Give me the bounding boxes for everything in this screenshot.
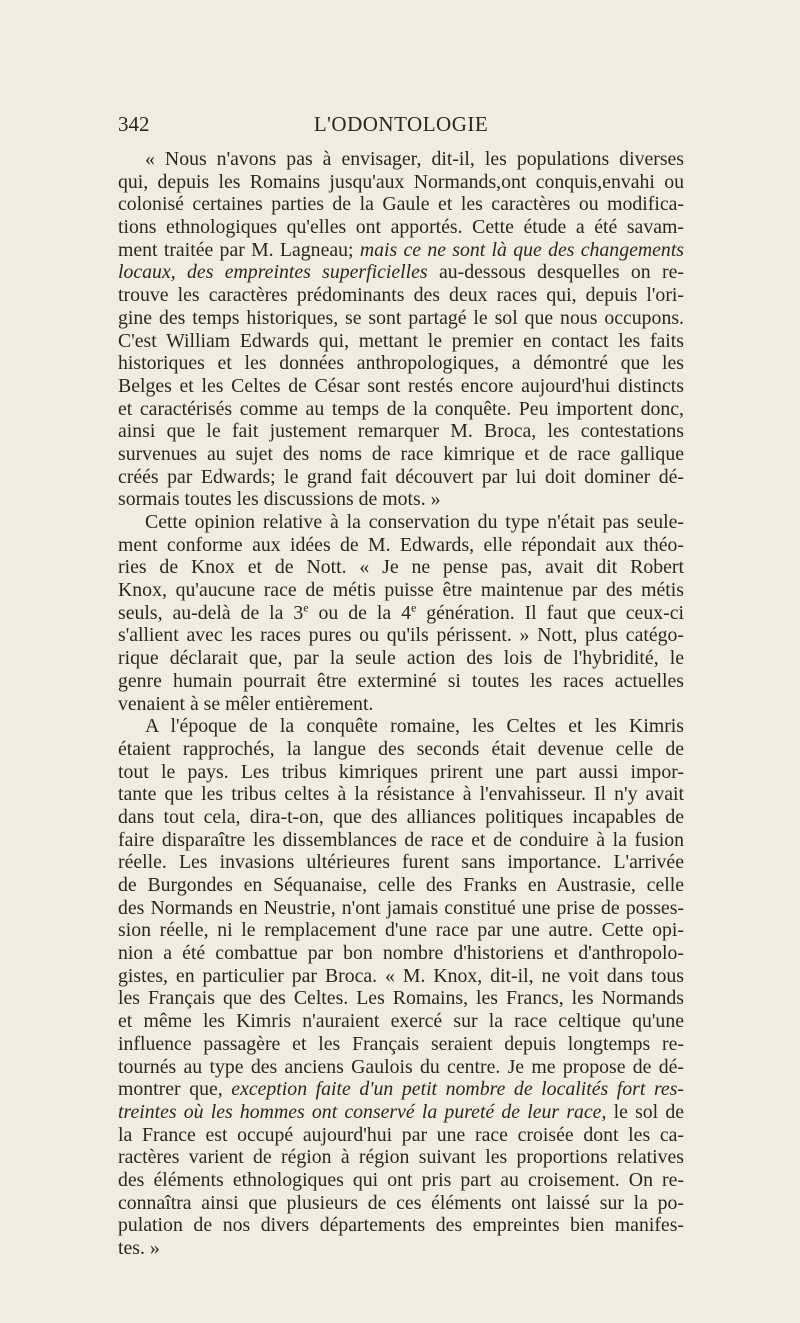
text-run: génération. Il faut que ceux-ci	[416, 601, 684, 624]
text-run: des éléments ethnologiques qui ont pris part au croisement. On re-	[118, 1168, 684, 1191]
text-run: ou de la 4	[308, 601, 411, 624]
text-line	[118, 919, 684, 942]
text-line	[118, 148, 684, 171]
text-run: et caractérisés comme au temps de la conquête. Peu importent donc,	[118, 397, 684, 420]
text-line	[118, 511, 684, 534]
text-line	[118, 1078, 684, 1101]
text-line	[118, 761, 684, 784]
text-line	[118, 1124, 684, 1147]
text-line	[118, 443, 684, 466]
text-line	[118, 556, 684, 579]
text-line	[118, 783, 684, 806]
text-run: Belges et les Celtes de César sont restés encore aujourd'hui distincts	[118, 374, 684, 397]
text-line	[118, 874, 684, 897]
text-run: et même les Kimris n'auraient exercé sur la race celtique qu'une	[118, 1010, 684, 1033]
text-line	[118, 1146, 684, 1169]
text-line	[118, 1010, 684, 1033]
text-line	[118, 488, 684, 511]
text-line	[118, 534, 684, 557]
text-line	[118, 307, 684, 330]
text-line	[118, 693, 684, 716]
text-run: gine des temps historiques, se sont partagé le sol que nous occupons.	[118, 306, 684, 329]
text-run: trouve les caractères prédominants des deux races qui, depuis l'ori-	[118, 284, 684, 307]
text-run: s'allient avec les races pures ou qu'ils périssent. » Nott, plus catégo-	[118, 624, 684, 647]
text-line	[118, 398, 684, 421]
text-run: C'est William Edwards qui, mettant le premier en contact les faits	[118, 329, 684, 352]
text-line	[118, 829, 684, 852]
text-run: au-dessous desquelles on re-	[427, 261, 684, 284]
text-line	[118, 261, 684, 284]
text-line	[118, 715, 684, 738]
text-line	[118, 851, 684, 874]
text-line	[118, 171, 684, 194]
text-line	[118, 193, 684, 216]
text-line	[118, 602, 684, 625]
text-run: tions ethnologiques qu'elles ont apportés. Cette étude a été savam-	[118, 216, 684, 239]
text-run: de Burgondes en Séquanaise, celle des Franks en Austrasie, celle	[118, 874, 684, 896]
text-line	[118, 420, 684, 443]
text-run: la France est occupé aujourd'hui par une race croisée dont les ca-	[118, 1123, 684, 1146]
text-line	[118, 352, 684, 375]
text-line	[118, 965, 684, 988]
text-run: survenues au sujet des noms de race kimrique et de race gallique	[118, 442, 684, 465]
text-run: ainsi que le fait justement remarquer M. Broca, les contestations	[118, 420, 684, 443]
text-run: A l'époque de la conquête romaine, les Celtes et les Kimris	[145, 715, 684, 738]
text-line	[118, 466, 684, 489]
text-run: influence passagère et les Français seraient depuis longtemps re-	[118, 1032, 684, 1055]
italic-text: treintes où les hommes ont conservé la pureté de leur race,	[118, 1100, 607, 1123]
text-line	[118, 942, 684, 965]
text-run: étaient rapprochés, la langue des seconds était devenue celle de	[118, 737, 684, 760]
page-header	[118, 112, 684, 140]
text-run: seuls, au-delà de la 3	[118, 601, 304, 624]
text-run: tes. »	[118, 1237, 160, 1259]
text-line	[118, 624, 684, 647]
text-line	[118, 1214, 684, 1237]
text-run: ractères varient de région à région suivant les proportions relatives	[118, 1146, 684, 1169]
text-line	[118, 1169, 684, 1192]
text-line	[118, 330, 684, 353]
text-line	[118, 1237, 684, 1260]
text-run: qui, depuis les Romains jusqu'aux Normands,ont conquis,envahi ou	[118, 170, 684, 193]
text-run: tout le pays. Les tribus kimriques prirent une part aussi impor-	[118, 760, 684, 783]
text-run: rique déclarait que, par la seule action des lois de l'hybridité, le	[118, 647, 684, 670]
text-run: venaient à se mêler entièrement.	[118, 692, 374, 715]
superscript: e	[303, 601, 309, 615]
text-line	[118, 738, 684, 761]
running-title: L'ODONTOLOGIE	[313, 112, 489, 136]
text-run: faire disparaître les dissemblances de race et de conduire à la fusion	[118, 828, 684, 851]
text-line	[118, 1056, 684, 1079]
text-run: le sol de	[606, 1100, 684, 1123]
text-run: des Normands en Neustrie, n'ont jamais constitué une prise de posses-	[118, 896, 684, 919]
text-run: colonisé certaines parties de la Gaule et les caractères ou modifica-	[118, 193, 684, 216]
text-run: tournés au type des anciens Gaulois du centre. Je me propose de dé-	[118, 1055, 684, 1078]
text-run: ment conforme aux idées de M. Edwards, elle répondait aux théo-	[118, 533, 684, 556]
text-run: Cette opinion relative à la conservation du type n'était pas seule-	[145, 511, 684, 533]
page-number: 342	[118, 112, 150, 136]
text-run: tante que les tribus celtes à la résistance à l'envahisseur. Il n'y avait	[118, 783, 684, 806]
text-run: « Nous n'avons pas à envisager, dit-il, les populations diverses	[145, 148, 684, 170]
text-run: pulation de nos divers départements des empreintes bien manifes-	[118, 1214, 684, 1237]
text-line	[118, 647, 684, 670]
text-line	[118, 897, 684, 920]
text-run: ment traitée par M. Lagneau;	[118, 238, 360, 261]
text-line	[118, 239, 684, 262]
text-run: nion a été combattue par bon nombre d'historiens et d'anthropolo-	[118, 942, 684, 965]
text-run: créés par Edwards; le grand fait découvert par lui doit dominer dé-	[118, 465, 684, 488]
text-line	[118, 987, 684, 1010]
text-run: réelle. Les invasions ultérieures furent sans importance. L'arrivée	[118, 851, 684, 874]
text-line	[118, 1033, 684, 1056]
text-run: sion réelle, ni le remplacement d'une race par une autre. Cette opi-	[118, 919, 684, 942]
text-line	[118, 216, 684, 239]
text-run: sormais toutes les discussions de mots. »	[118, 488, 441, 511]
text-run: dans tout cela, dira-t-on, que des alliances politiques incapables de	[118, 805, 684, 828]
text-run: gistes, en particulier par Broca. « M. Knox, dit-il, ne voit dans tous	[118, 964, 684, 987]
text-line	[118, 375, 684, 398]
body-text	[118, 148, 684, 1260]
italic-text: locaux, des empreintes superficielles	[118, 261, 428, 284]
superscript: e	[410, 601, 417, 615]
text-line	[118, 1192, 684, 1215]
italic-text: exception faite d'un petit nombre de localités fort res-	[231, 1078, 684, 1101]
text-run: connaîtra ainsi que plusieurs de ces éléments ont laissé sur la po-	[118, 1191, 684, 1214]
italic-text: mais ce ne sont là que des changements	[359, 238, 684, 261]
text-line	[118, 284, 684, 307]
text-run: Knox, qu'aucune race de métis puisse être maintenue par des métis	[118, 579, 684, 602]
text-run: historiques et les données anthropologiques, a démontré que les	[118, 352, 684, 375]
text-run: les Français que des Celtes. Les Romains, les Francs, les Normands	[118, 987, 684, 1010]
text-line	[118, 806, 684, 829]
text-line	[118, 670, 684, 693]
text-run: ries de Knox et de Nott. « Je ne pense pas, avait dit Robert	[118, 556, 684, 579]
text-run: montrer que,	[118, 1078, 232, 1101]
text-line	[118, 579, 684, 602]
text-line	[118, 1101, 684, 1124]
text-run: genre humain pourrait être exterminé si toutes les races actuelles	[118, 669, 684, 692]
